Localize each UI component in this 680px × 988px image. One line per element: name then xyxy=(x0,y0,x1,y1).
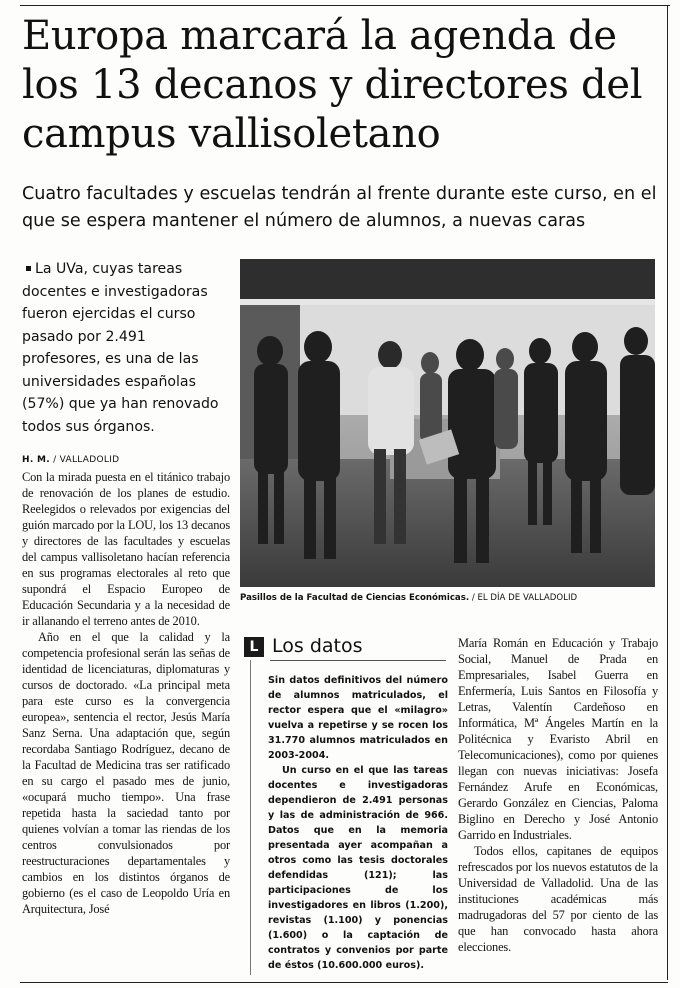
body-column-right xyxy=(458,635,658,955)
datos-paragraph: Un curso en el que las tareas docentes e investigadoras dependieron de 2.491 personas y las de administración de 966. Datos que en la memoria presentada ayer acompañan a otros como las tesis doctorales defendidas (121); las participaciones de los investigadores en libros (1.200), revistas (1.100) y ponencias (1.600) o la captación de contratos y convenios por parte de éstos (10.600.000 euros). xyxy=(268,765,448,971)
lead-text: La UVa, cuyas tareas docentes e investigadoras fueron ejercidas el curso pasado por 2.491 profesores, es una de las universidades españolas (57%) que ya han renovado todos sus órganos. xyxy=(22,261,219,435)
datos-underline xyxy=(270,660,446,661)
datos-side-rule xyxy=(250,660,251,975)
subheadline: Cuatro facultades y escuelas tendrán al frente durante este curso, en el que se espera mantener el número de alumnos, a nuevas caras xyxy=(22,184,657,231)
byline xyxy=(22,455,119,465)
news-photo xyxy=(240,259,655,587)
caption-credit: / EL DÍA DE VALLADOLID xyxy=(469,593,578,603)
body-paragraph: Año en el que la calidad y la competencia profesional serán las señas de identidad de licenciaturas, diplomaturas y cursos de doctorado. «La principal meta para este curso es la convergencia europea», sentencia el rector, Jesús María Sanz Serna. Una adaptación que, según recordaba Santiago Rodríguez, decano de la Facultad de Medicina tras ser ratificado en su cargo el pasado mes de junio, «ocupará mucho tiempo». Una frase repetida hasta la saciedad tanto por quienes volvían a tomar las riendas de los centros convulsionados por reestructuraciones departamentales y cambios en los distintos órganos de gobierno (es el caso de Leopoldo Uría en Arquitectura, José xyxy=(22,630,230,916)
bullet-icon xyxy=(26,266,31,271)
datos-box-header xyxy=(244,633,446,663)
right-rule xyxy=(667,5,668,980)
datos-title: Los datos xyxy=(272,635,363,657)
byline-location: / VALLADOLID xyxy=(53,455,120,465)
body-paragraph: Todos ellos, capitanes de equipos refrescados por los nuevos estatutos de la Universidad de Valladolid. Una de las instituciones académicas más madrugadoras del 57 por ciento de las que han convocado hasta ahora elecciones. xyxy=(458,844,658,954)
photo-caption xyxy=(240,592,660,604)
caption-text: Pasillos de la Facultad de Ciencias Económicas. xyxy=(240,593,470,603)
photo-crowd-illustration xyxy=(240,259,655,587)
body-paragraph: Con la mirada puesta en el titánico trabajo de renovación de los planes de estudio. Reelegidos o relevados por exigencias del guión marcado por la LOU, los 13 decanos y directores de las facultades y escuelas del campus vallisoletano hacían referencia en sus programas electorales al reto que supondrá el Espacio Europeo de Educación Secundaria y a la necesidad de ir allanando el terreno antes de 2010. xyxy=(22,470,230,628)
body-paragraph: María Román en Educación y Trabajo Social, Manuel de Prada en Empresariales, Isabel Guerra en Enfermería, Luis Santos en Filosofía y Letras, Valentín Cardeñoso en Informática, Mª Ángeles Martín en la Politécnica y Evaristo Abril en Telecomunicaciones), como por quienes llegan con nuevas iniciativas: Josefa Fernández Arufe en Económicas, Gerardo González en Ciencias, Paloma Biglino en Derecho y José Antonio Garrido en Industriales. xyxy=(458,636,658,842)
lead-paragraph xyxy=(22,258,222,438)
top-rule xyxy=(20,5,670,6)
bottom-rule xyxy=(20,982,668,983)
datos-icon: L xyxy=(244,637,264,657)
datos-box-text xyxy=(268,673,448,973)
byline-author: H. M. xyxy=(22,455,50,465)
body-column-left xyxy=(22,469,230,917)
datos-paragraph: Sin datos definitivos del número de alumnos matriculados, el rector espera que el «milagro» vuelva a repetirse y se rocen los 31.770 alumnos matriculados en 2003-2004. xyxy=(268,675,448,761)
headline: Europa marcará la agenda de los 13 decanos y directores del campus vallisoletano xyxy=(22,13,643,157)
